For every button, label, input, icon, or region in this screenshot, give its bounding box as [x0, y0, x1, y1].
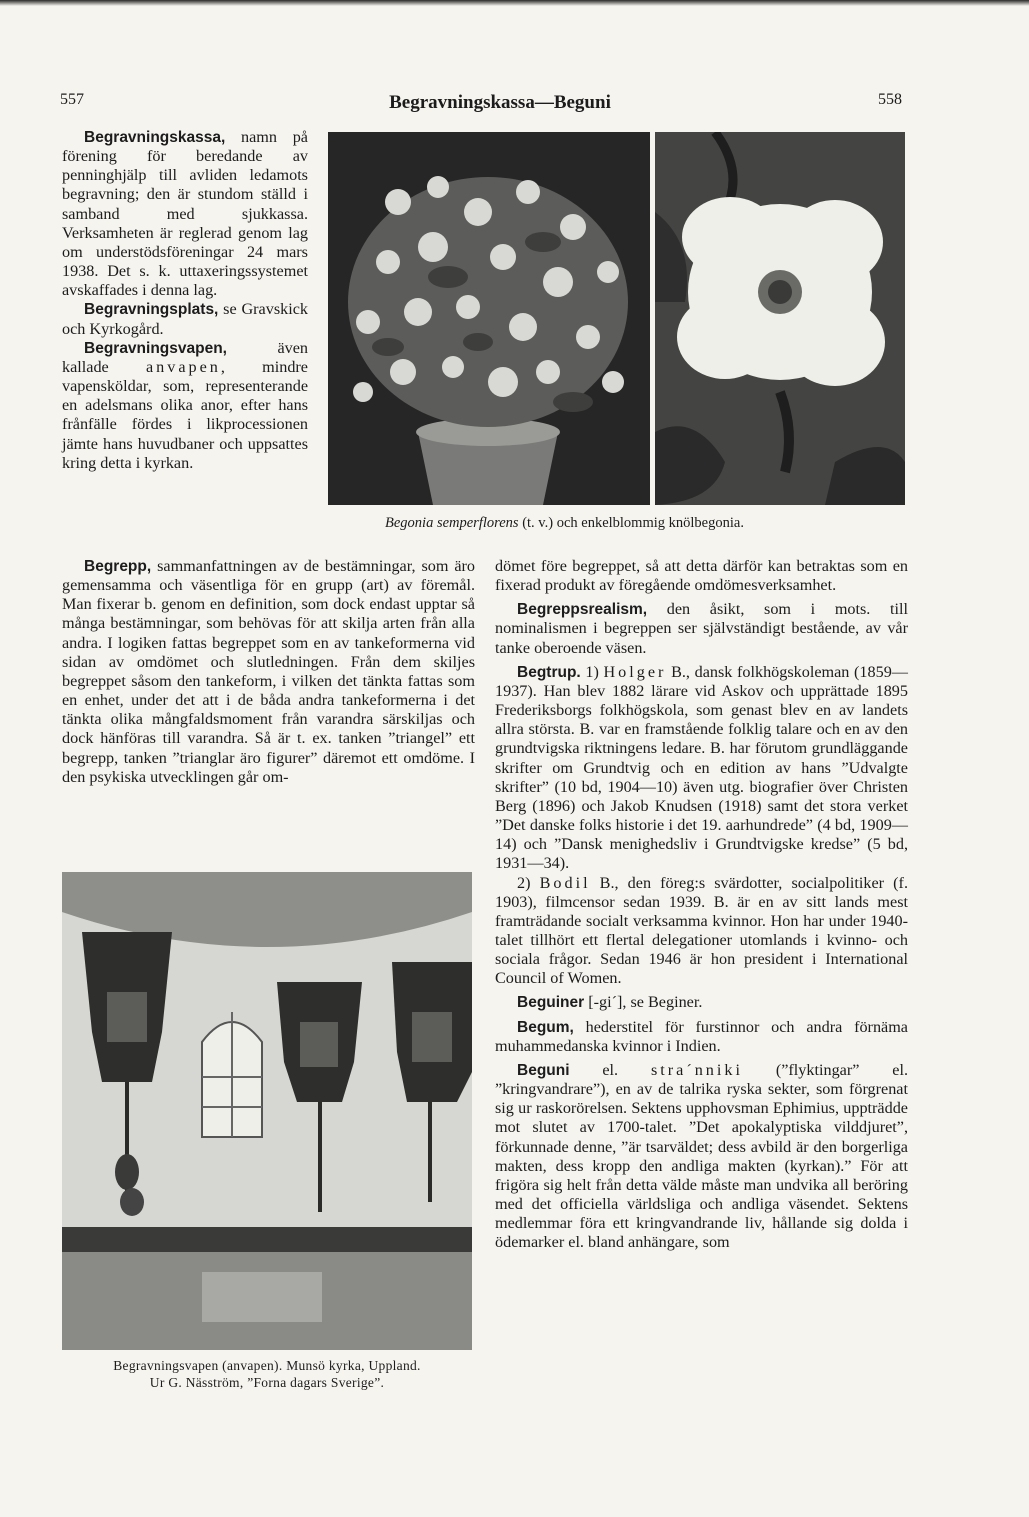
headword: Beguiner — [517, 994, 585, 1012]
headword: Begum, — [517, 1018, 574, 1036]
entry-text: 1) — [580, 662, 604, 681]
spaced-term: stra´nniki — [650, 1060, 743, 1079]
page-number-right: 558 — [878, 91, 902, 108]
entry-text: B., den föreg:s svärdotter, socialpolitiker (f. 1903), filmcensor sedan 1939. B. är en av sitt lands mest framträdande socialt verksamma kvinnor. Hon har under 1940-talet tillhört ett flertal delegationer utomlands i kvinno- och sociala frågor. Sedan 1946 är hon president i International Council of Women. — [495, 873, 908, 988]
caption-line: Begravningsvapen (anvapen). Munsö kyrka, Uppland. — [113, 1358, 421, 1373]
headword: Begreppsrealism, — [517, 601, 648, 619]
running-head: Begravningskassa—Beguni — [389, 92, 611, 113]
headword: Begravningsplats, — [84, 301, 219, 319]
caption-text: (t. v.) och enkelblommig knölbegonia. — [518, 515, 744, 531]
entry-text: el. — [569, 1060, 651, 1079]
entry-text: namn på förening för beredande av penninghjälp till avliden ledamots begravning; den är stundom ställd i samband med sjukkassa. Verksamheten är reglerad genom lag om understödsföreningar 24 mars 1938. Det s. k. uttaxeringssystemet avskaffades i denna lag. — [62, 128, 308, 300]
begonia-plant-illustration — [328, 132, 650, 505]
entry-beguni — [495, 1061, 908, 1253]
entry-begrepp-continued: dömet före begreppet, så att detta därför kan betraktas som en fixerad produkt av föregående omdömesverksamhet. — [495, 557, 908, 595]
church-interior-illustration — [62, 872, 472, 1350]
headword: Begravningskassa, — [84, 129, 226, 146]
church-caption — [62, 1357, 472, 1391]
entry-begtrup — [495, 663, 908, 874]
entry-text: [-gi´], se Beginer. — [584, 993, 703, 1012]
page-edge — [0, 0, 1029, 6]
entry-text: även kallade — [62, 338, 308, 376]
entry-begtrup-part2 — [495, 874, 908, 989]
entry-text: (”flyktingar” el. ”kringvandrare”), en av de talrika ryska sekter, som förgrenat sig ur raskorörelsen. Sektens upphovsman Ephimius, uppträdde mot slutet av 1700-talet. ”Det apokalyptiska vilddjuret”, förkunnade denne, ”är tsarväldet; dess avbild är den borgerliga makten, dess kropp den andliga makten (kyrkan).” För att frigöra sig helt från detta välde måste man undvika all beröring med det officiella världsliga och andliga väsendet. Sektens medlemmar föra ett kringvandrande liv, hållande sig dolda i ödemarker el. bland anhängare, som — [495, 1060, 909, 1252]
entry-text: hederstitel för furstinnor och andra förnäma muhammedanska kvinnor i Indien. — [495, 1017, 908, 1055]
right-column — [495, 557, 908, 1252]
entry-begravningskassa — [62, 128, 308, 300]
entry-text: B., dansk folkhögskoleman (1859—1937). Han blev 1882 lärare vid Askov och upprättade 1895 Frederiksborgs folkhögskola, som genast blev en av landets allra största. B. var en framstående folklig talare och en av den grundtvigska riktningens ledare. B. har förutom grundläggande skrifter om Grundtvig och en edition av hans ”Udvalgte skrifter” (10 bd, 1904—10) även utg. biografier över Christen Berg (1896) och Jakob Knudsen (1918) samt det stora verket ”Det danske folks historie i det 19. aarhundrede” (4 bd, 1909—14) och ”Dansk menighedsliv i Grundtvigske kredse” (5 bd, 1931—34). — [495, 662, 908, 873]
munso-church-photo — [62, 872, 472, 1350]
single-flower-illustration — [655, 132, 905, 505]
left-top-column — [62, 128, 308, 473]
entry-text: 2) — [517, 873, 540, 892]
entry-text: den åsikt, som i mots. till nominalismen i begreppen ser självständigt bestående, av vår tanke oberoende väsen. — [495, 600, 908, 657]
entry-text: sammanfattningen av de bestämningar, som äro gemensamma och väsentliga för en grupp (art) av föremål. Man fixerar b. genom en definition, som dock endast upptar så många bestämningar, som behövas för att skilja arten från alla andra. I logiken fattas begreppet som en av tankeformerna vid sidan av omdömet och slutledningen. Från dem skiljes begreppet såsom den tankeform, i vilken det tänkta fattas som en enhet, under det att i de båda andra tankeformerna i det tänkta olika mångfaldsmoment från varandra särskiljas och dock hänföras till varandra. Så är t. ex. tanken ”triangel” ett begrepp, tanken ”trianglar äro figurer” däremot ett omdöme. I den psykiska utvecklingen går om- — [62, 557, 475, 786]
spaced-term: Bodil — [539, 873, 591, 892]
entry-text: se Gravskick och Kyrkogård. — [62, 300, 308, 338]
headword: Beguni — [517, 1061, 570, 1079]
headword: Begrepp, — [84, 558, 152, 575]
page-number-left: 557 — [60, 91, 84, 108]
headword: Begtrup. — [517, 663, 581, 681]
caption-italic: Begonia semperflorens — [385, 515, 519, 531]
knolbegonia-photo — [655, 132, 905, 505]
begonia-semperflorens-photo — [328, 132, 650, 505]
entry-begravningsvapen — [62, 339, 308, 473]
entry-begum — [495, 1018, 908, 1056]
spaced-term: anvapen — [145, 357, 221, 376]
entry-beguiner — [495, 993, 908, 1012]
entry-begreppsrealism — [495, 600, 908, 657]
headword: Begravningsvapen, — [84, 339, 227, 357]
begonia-caption — [385, 515, 905, 532]
entry-text: , mindre vapensköldar, som, representerande en adelsmans olika anor, efter hans frånfälle fördes i likprocessionen jämte hans huvudbaner och uppsattes kring detta i kyrkan. — [62, 357, 308, 472]
left-main-column — [62, 557, 475, 787]
entry-begravningsplats — [62, 300, 308, 338]
entry-begrepp — [62, 557, 475, 787]
caption-line: Ur G. Näsström, ”Forna dagars Sverige”. — [149, 1375, 385, 1390]
spaced-term: Holger — [603, 662, 667, 681]
